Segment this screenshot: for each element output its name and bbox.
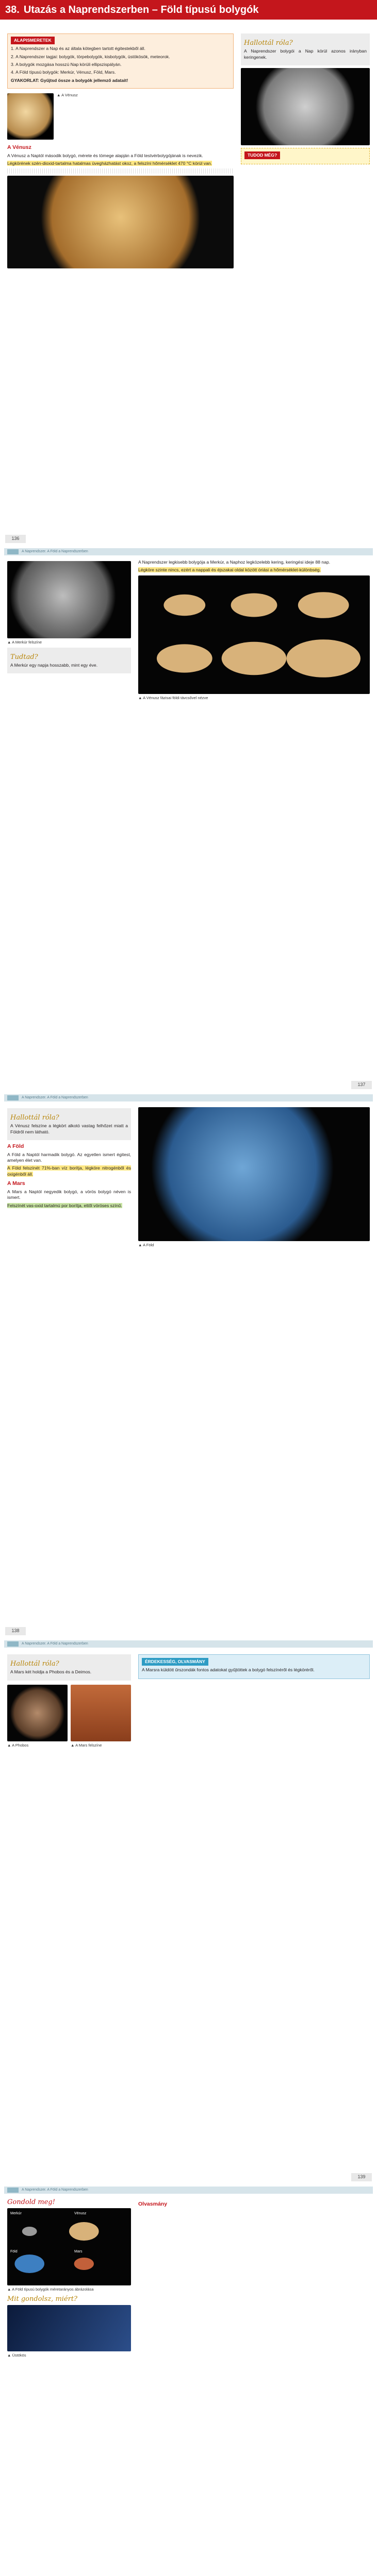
page-136: [0, 0, 377, 546]
erdekesseg-header: ÉRDEKESSÉG, OLVASMÁNY: [142, 1658, 208, 1666]
caption-mars-surface: ▲ A Mars felszíne: [71, 1742, 102, 1748]
label-fold: Föld: [10, 2250, 18, 2254]
caption-planets: ▲ A Föld típusú bolygók méretarányos ábrázolása: [7, 2287, 94, 2292]
alap-item: 4. A Föld típusú bolygók: Merkúr, Vénusz, Föld, Mars.: [11, 70, 116, 75]
section-mars: A Mars: [7, 1180, 25, 1187]
gondold-title: Gondold meg!: [7, 2198, 55, 2206]
hatul-text: A Mars két holdja a Phobos és a Deimos.: [10, 1669, 92, 1675]
page-138: [0, 1092, 377, 1638]
section-fold: A Föld: [7, 1143, 24, 1149]
hatul-title: Hallottál róla?: [10, 1660, 59, 1668]
mars-surface-image: [71, 1685, 131, 1741]
moon-image: [241, 68, 370, 145]
page-139: [0, 1638, 377, 2184]
lesson-header: [0, 0, 377, 20]
venusz-paragraph: A Vénusz a Naptól második bolygó, mérete és tömege alapján a Föld testvérbolygójának is nevezik.: [7, 152, 203, 158]
lesson-number: 38.: [5, 4, 20, 15]
olvasmany-title: Olvasmány: [138, 2201, 168, 2207]
lesson-title: Utazás a Naprendszerben – Föld típusú bolygók: [23, 4, 259, 15]
tudtad-text: A Merkúr egy napja hosszabb, mint egy éve.: [10, 663, 98, 668]
tudod-box: [241, 148, 370, 164]
venus-image: [7, 93, 54, 140]
caption-mercury: ▲ A Merkúr felszíne: [7, 640, 42, 645]
venusz-highlight: Légkörének szén-dioxid-tartalma hatalmas üvegházhatást okoz, a felszíni hőmérséklet 470 °C körül van.: [7, 161, 212, 166]
label-venusz: Vénusz: [74, 2212, 87, 2216]
mars-highlight: Felszínét vas-oxid tartalmú por borítja, ettől vöröses színű.: [7, 1202, 122, 1208]
side-box: [7, 1108, 131, 1140]
page-number: 136: [5, 535, 26, 543]
caption-comet: ▲ Üstökös: [7, 2353, 26, 2358]
page-137: [0, 546, 377, 1092]
side-box: [7, 1654, 131, 1681]
venus-large-image: [7, 176, 234, 268]
gyakorlat-line: GYAKORLAT: Gyűjtsd össze a bolygók jellemző adatait!: [11, 77, 128, 83]
phases-graphic: [138, 575, 370, 694]
running-header: A Naprendszer. A Föld a Naprendszerben: [4, 548, 373, 555]
divider: [7, 168, 234, 174]
merkur-highlight: Légköre szinte nincs, ezért a nappali és éjszakai oldal között óriási a hőmérséklet-különbség.: [138, 567, 321, 573]
running-header: A Naprendszer. A Föld a Naprendszerben: [4, 1094, 373, 1101]
fold-highlight: A Föld felszínét 71%-ban víz borítja, légköre nitrogénből és oxigénből áll.: [7, 1165, 131, 1177]
hatul-text: A Vénusz felszíne a légkört alkotó vastag felhőzet miatt a Földről nem látható.: [10, 1123, 128, 1134]
planets-graphic: [7, 2208, 131, 2285]
hatul-text: A Naprendszer bolygói a Nap körül azonos irányban keringenek.: [244, 48, 367, 60]
merkur-paragraph: A Naprendszer legkisebb bolygója a Merkúr, a Naphoz legközelebb kering, keringési ideje 88 nap.: [138, 560, 331, 565]
comet-image: [7, 2305, 131, 2351]
alap-item: 2. A Naprendszer tagjai: bolygók, törpebolygók, kisbolygók, üstökösök, meteorok.: [11, 54, 170, 59]
running-header: A Naprendszer. A Föld a Naprendszerben: [4, 2187, 373, 2194]
label-mars: Mars: [74, 2250, 83, 2254]
side-box: [7, 648, 131, 674]
side-info-box: [241, 33, 370, 65]
alap-item: 1. A Naprendszer a Nap és az általa kötegben tartott égitestekből áll.: [11, 46, 145, 52]
label-merkur: Merkúr: [10, 2212, 22, 2216]
hatul-title: Hallottál róla?: [10, 1114, 59, 1122]
mars-paragraph: A Mars a Naptól negyedik bolygó, a vörös bolygó néven is ismert.: [7, 1189, 131, 1200]
alapismeretek-box: [7, 33, 234, 89]
erdekesseg-text: A Marsra küldött űrszondák fontos adatokat gyűjtöttek a bolygó felszínéről és légköréről.: [142, 1667, 315, 1673]
section-venusz: A Vénusz: [7, 144, 31, 150]
page-number: 137: [351, 1081, 372, 1089]
page-number: 139: [351, 2173, 372, 2181]
erdekesseg-box: [138, 1654, 370, 1679]
tudtad-title: Tudtad?: [10, 653, 38, 661]
tudod-label: TUDOD MÉG?: [244, 151, 280, 159]
caption-venus: ▲ A Vénusz: [57, 92, 78, 97]
planets-comparison-image: [7, 2208, 131, 2285]
page-140: [0, 2184, 377, 2576]
caption-phases: ▲ A Vénusz fázisai földi távcsővel nézve: [138, 695, 208, 700]
hatul-title: Hallottál róla?: [244, 39, 293, 47]
mercury-image: [7, 561, 131, 638]
caption-earth: ▲ A Föld: [138, 1243, 154, 1247]
running-header: A Naprendszer. A Föld a Naprendszerben: [4, 1640, 373, 1648]
page-number: 138: [5, 1627, 26, 1635]
alap-item: 3. A bolygók mozgása hosszú Nap körüli ellipszispályán.: [11, 61, 122, 67]
alapismeretek-header: ALAPISMERETEK: [11, 37, 55, 44]
phobos-image: [7, 1685, 68, 1741]
venus-phases-image: [138, 575, 370, 694]
caption-phobos: ▲ A Phobos: [7, 1742, 29, 1748]
earth-image: [138, 1107, 370, 1241]
gondolkodj-title: Mit gondolsz, miért?: [7, 2295, 78, 2303]
fold-paragraph: A Föld a Naptól harmadik bolygó. Az egyetlen ismert égitest, amelyen élet van.: [7, 1151, 131, 1163]
